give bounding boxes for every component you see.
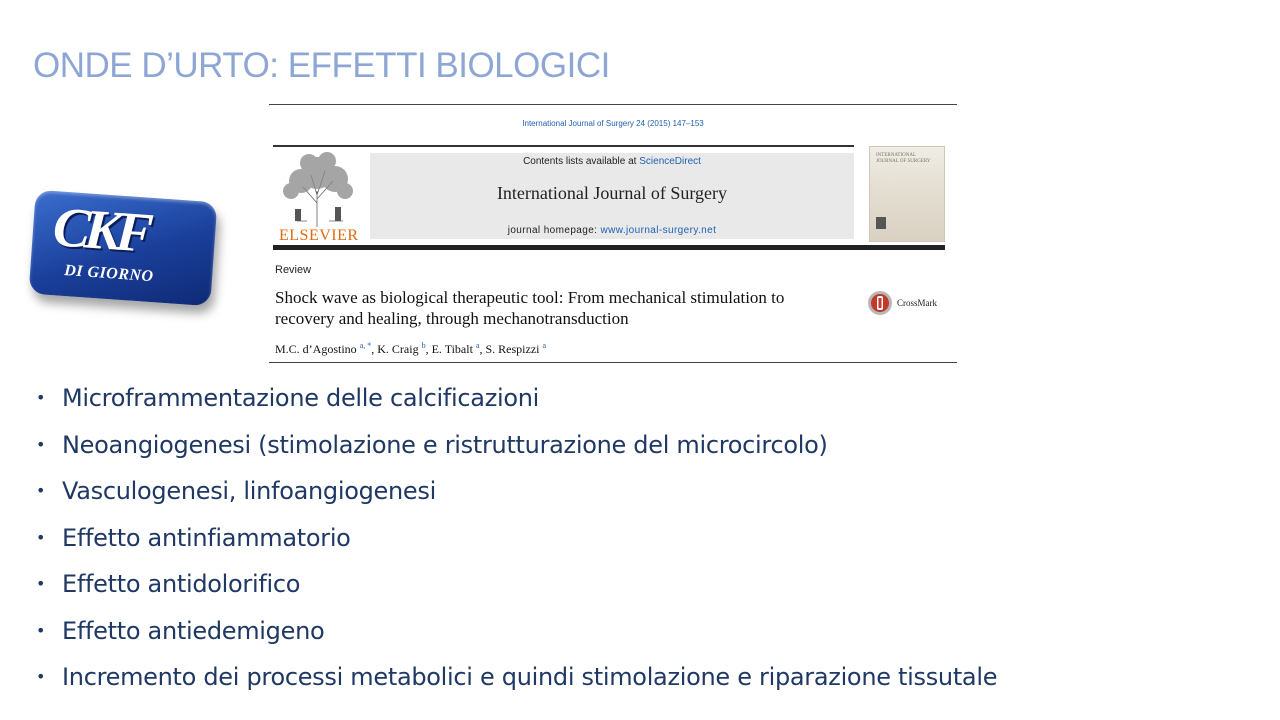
journal-info-box [370,153,854,239]
bullet-text: Microframmentazione delle calcificazioni [62,384,540,412]
bullet-dot-icon: • [36,620,46,640]
journal-name: International Journal of Surgery [496,183,728,203]
logo-main-text: CKF [51,196,150,265]
crossmark-badge[interactable] [867,290,947,320]
article-authors: M.C. d’Agostino $^{a, *}$, K. Craig $^b$, E. Tibalt $^a$, S. Respizzi $^a$ [275,341,547,356]
sciencedirect-link[interactable]: ScienceDirect [639,156,701,167]
bullet-dot-icon: • [36,574,46,593]
author-affiliation: b [421,341,426,350]
bullet-dot-icon: • [36,481,46,500]
article-title: Shock wave as biological therapeutic tool: From mechanical stimulation to recovery and healing, through mechanotransduction [275,288,785,328]
list-item [36,613,997,660]
company-logo [29,190,218,306]
cover-title: INTERNATIONAL JOURNAL OF SURGERY [876,153,931,164]
article-section-label: Review [275,264,312,276]
cover-mark [876,217,886,229]
list-item [36,380,997,427]
homepage-prefix: journal homepage: [507,225,601,236]
contents-prefix: Contents lists available at [523,156,640,167]
journal-citation: International Journal of Surgery 24 (2015) 147–153 [522,119,704,128]
author-affiliation: a, * [359,341,372,350]
list-item [36,473,997,520]
journal-article-header [269,104,957,363]
publisher-name: ELSEVIER [279,227,359,244]
bullet-dot-icon: • [36,388,46,407]
journal-masthead [273,145,854,249]
author-name: K. Craig [377,342,419,356]
homepage-link[interactable]: www.journal-surgery.net [600,225,717,236]
bullet-text: Incremento dei processi metabolici e quindi stimolazione e riparazione tissutale [62,663,998,691]
author-affiliation: a [542,341,547,350]
crossmark-icon [867,290,893,316]
logo-sub-text: DI GIORNO [63,261,155,286]
homepage-line [370,225,854,236]
bullet-dot-icon: • [36,667,46,686]
author-name: S. Respizzi [485,342,540,356]
bullet-text: Effetto antinfiammatorio [62,523,351,552]
list-item [36,659,997,706]
bullet-text: Neoangiogenesi (stimolazione e ristrutturazione del microcircolo) [62,430,828,459]
bullet-dot-icon: • [36,527,46,547]
bullet-text: Vasculogenesi, linfoangiogenesi [62,477,436,505]
bullet-text: Effetto antidolorifico [62,570,301,598]
list-item [36,427,997,474]
list-item [36,566,997,613]
contents-line [370,156,854,167]
author-name: E. Tibalt [431,342,473,356]
author-name: M.C. d’Agostino [275,342,357,356]
list-item [36,520,997,567]
bullet-dot-icon: • [36,434,46,454]
bullet-text: Effetto antiedemigeno [62,616,325,645]
slide-title: ONDE D’URTO: EFFETTI BIOLOGICI [33,46,610,85]
author-affiliation: a [475,341,480,350]
journal-cover-image [869,146,945,242]
effects-bullet-list [36,380,997,706]
crossmark-label: CrossMark [897,298,937,308]
masthead-divider [273,245,945,250]
elsevier-tree-icon [277,151,359,227]
